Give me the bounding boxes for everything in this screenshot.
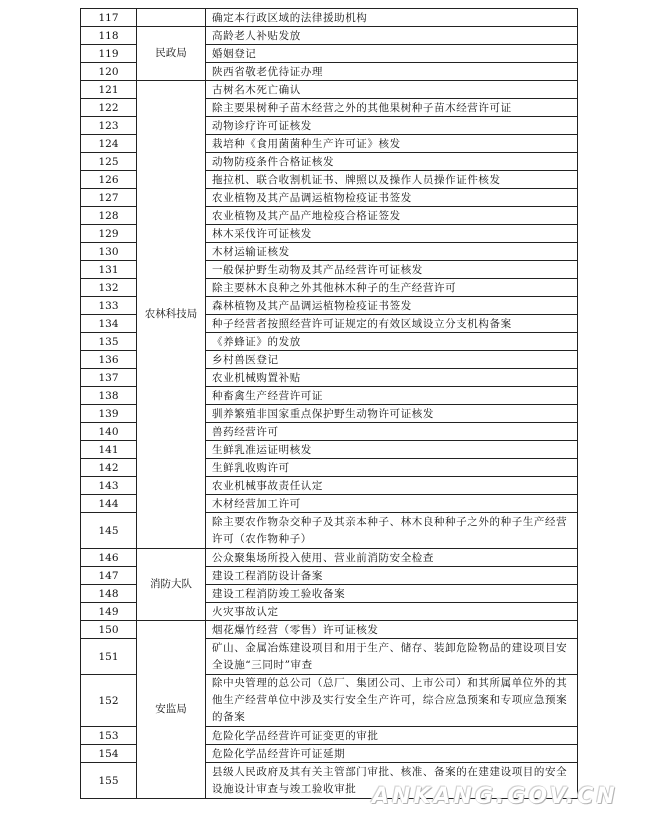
item-number: 147 (81, 567, 137, 585)
item-name: 除主要林木良种之外其他林木种子的生产经营许可 (206, 279, 578, 297)
item-name: 烟花爆竹经营（零售）许可证核发 (206, 621, 578, 639)
item-name: 公众聚集场所投入使用、营业前消防安全检查 (206, 549, 578, 567)
item-name: 农业机械事故责任认定 (206, 477, 578, 495)
department-fire-brigade: 消防大队 (137, 549, 206, 621)
item-name: 乡村兽医登记 (206, 351, 578, 369)
item-number: 126 (81, 171, 137, 189)
item-name: 兽药经营许可 (206, 423, 578, 441)
item-number: 123 (81, 117, 137, 135)
service-items-table (80, 8, 578, 799)
item-number: 120 (81, 63, 137, 81)
item-number: 143 (81, 477, 137, 495)
item-number: 145 (81, 513, 137, 549)
item-name: 种子经营者按照经营许可证规定的有效区域设立分支机构备案 (206, 315, 578, 333)
item-name: 婚姻登记 (206, 45, 578, 63)
item-name: 森林植物及其产品调运植物检疫证书签发 (206, 297, 578, 315)
item-name: 建设工程消防设计备案 (206, 567, 578, 585)
department-work-safety: 安监局 (137, 621, 206, 799)
item-number: 151 (81, 639, 137, 675)
item-name: 陕西省敬老优待证办理 (206, 63, 578, 81)
item-name: 古树名木死亡确认 (206, 81, 578, 99)
item-number: 121 (81, 81, 137, 99)
department-civil-affairs: 民政局 (137, 27, 206, 81)
item-name: 林木采伐许可证核发 (206, 225, 578, 243)
item-name: 动物防疫条件合格证核发 (206, 153, 578, 171)
item-number: 137 (81, 369, 137, 387)
item-name: 生鲜乳收购许可 (206, 459, 578, 477)
site-watermark: ANKANG.GOV.CN (372, 784, 618, 809)
department-cell (137, 9, 206, 27)
item-number: 135 (81, 333, 137, 351)
table-row (81, 549, 578, 567)
item-number: 128 (81, 207, 137, 225)
item-number: 133 (81, 297, 137, 315)
item-number: 129 (81, 225, 137, 243)
item-number: 130 (81, 243, 137, 261)
item-number: 141 (81, 441, 137, 459)
item-number: 127 (81, 189, 137, 207)
item-number: 154 (81, 745, 137, 763)
item-name: 动物诊疗许可证核发 (206, 117, 578, 135)
item-name: 栽培种《食用菌菌种生产许可证》核发 (206, 135, 578, 153)
table-row (81, 621, 578, 639)
item-number: 117 (81, 9, 137, 27)
item-number: 149 (81, 603, 137, 621)
item-number: 152 (81, 675, 137, 727)
item-name: 除主要果树种子苗木经营之外的其他果树种子苗木经营许可证 (206, 99, 578, 117)
item-name: 木材经营加工许可 (206, 495, 578, 513)
item-name: 《养蜂证》的发放 (206, 333, 578, 351)
item-name: 拖拉机、联合收割机证书、牌照以及操作人员操作证件核发 (206, 171, 578, 189)
item-number: 136 (81, 351, 137, 369)
item-number: 144 (81, 495, 137, 513)
item-name: 矿山、金属冶炼建设项目和用于生产、储存、装卸危险物品的建设项目安全设施“三同时”审查 (206, 639, 578, 675)
item-name: 农业植物及其产品产地检疫合格证签发 (206, 207, 578, 225)
item-name: 一般保护野生动物及其产品经营许可证核发 (206, 261, 578, 279)
item-number: 125 (81, 153, 137, 171)
item-name: 除主要农作物杂交种子及其亲本种子、林木良种种子之外的种子生产经营许可（农作物种子） (206, 513, 578, 549)
item-name: 生鲜乳准运证明核发 (206, 441, 578, 459)
item-name: 除中央管理的总公司（总厂、集团公司、上市公司）和其所属单位外的其他生产经营单位中涉及实行安全生产许可，综合应急预案和专项应急预案的备案 (206, 675, 578, 727)
item-number: 118 (81, 27, 137, 45)
item-number: 140 (81, 423, 137, 441)
item-number: 122 (81, 99, 137, 117)
item-name: 建设工程消防竣工验收备案 (206, 585, 578, 603)
table-row (81, 81, 578, 99)
item-number: 139 (81, 405, 137, 423)
item-number: 148 (81, 585, 137, 603)
table-row (81, 9, 578, 27)
item-name: 确定本行政区域的法律援助机构 (206, 9, 578, 27)
item-name: 高龄老人补贴发放 (206, 27, 578, 45)
item-name: 木材运输证核发 (206, 243, 578, 261)
department-agriculture-forestry: 农林科技局 (137, 81, 206, 549)
item-number: 132 (81, 279, 137, 297)
item-number: 146 (81, 549, 137, 567)
item-number: 142 (81, 459, 137, 477)
item-name: 县级人民政府及其有关主管部门审批、核准、备案的在建建设项目的安全设施设计审查与竣工验收审批 (206, 763, 578, 799)
item-name: 农业植物及其产品调运植物检疫证书签发 (206, 189, 578, 207)
item-number: 134 (81, 315, 137, 333)
item-number: 124 (81, 135, 137, 153)
item-name: 种畜禽生产经营许可证 (206, 387, 578, 405)
item-number: 131 (81, 261, 137, 279)
item-name: 驯养繁殖非国家重点保护野生动物许可证核发 (206, 405, 578, 423)
item-number: 138 (81, 387, 137, 405)
item-name: 危险化学品经营许可证延期 (206, 745, 578, 763)
item-name: 火灾事故认定 (206, 603, 578, 621)
item-number: 153 (81, 727, 137, 745)
item-number: 119 (81, 45, 137, 63)
item-name: 危险化学品经营许可证变更的审批 (206, 727, 578, 745)
item-number: 150 (81, 621, 137, 639)
item-number: 155 (81, 763, 137, 799)
item-name: 农业机械购置补贴 (206, 369, 578, 387)
table-row (81, 27, 578, 45)
